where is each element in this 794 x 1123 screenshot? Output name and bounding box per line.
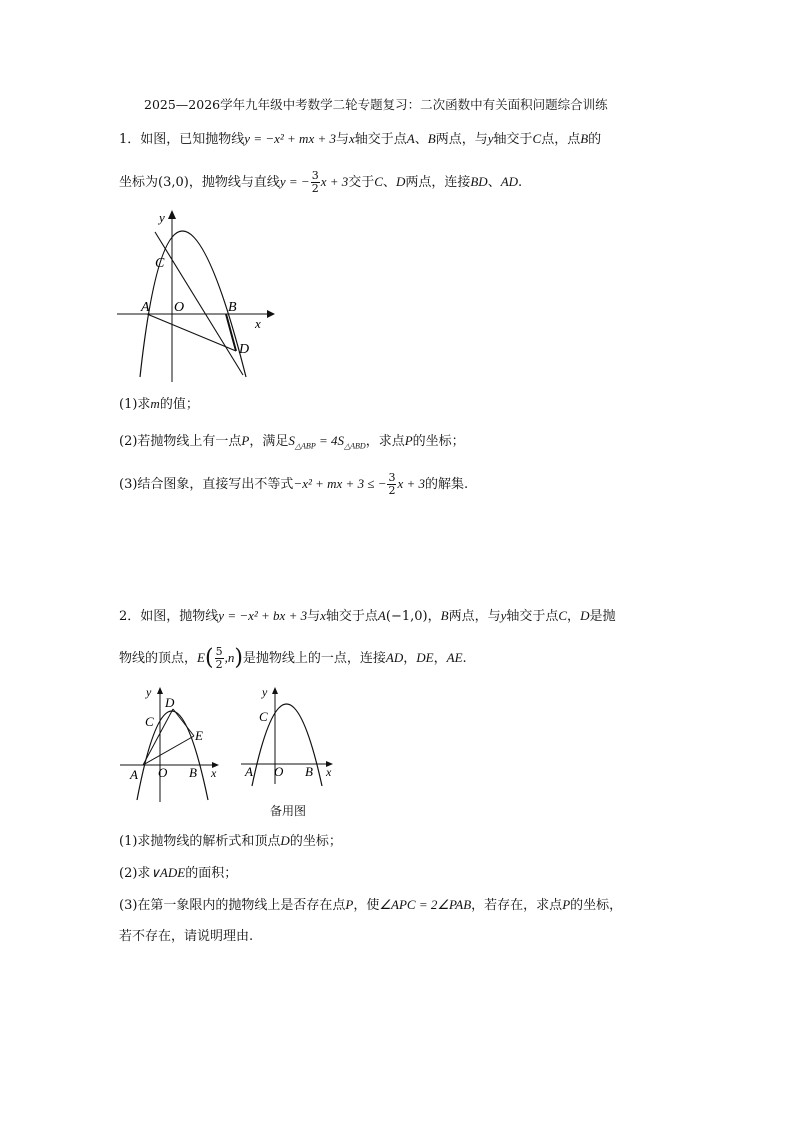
q2-part3 (119, 896, 622, 915)
q2-text: 物线的顶点， (119, 651, 198, 666)
q1-text: 、 (487, 175, 501, 190)
q1-text: 坐标为 (119, 175, 159, 190)
q1-var: y (487, 131, 494, 146)
q1-text: 两点，连接 (405, 175, 471, 190)
q1-text: 、 (414, 132, 428, 147)
q2-segment: AD (385, 650, 404, 665)
q1-var: x (349, 131, 355, 146)
paren-close: ) (234, 645, 243, 671)
q1-point: A (406, 131, 415, 146)
frac-den: 2 (311, 182, 319, 195)
q2-p3-text: ，使 (353, 898, 380, 913)
x-axis-arrow (267, 310, 275, 318)
label-e: E (195, 728, 203, 743)
q1-text: 轴交于 (493, 132, 533, 147)
q2-text: ， (567, 609, 581, 624)
q1-p3-text: (3)结合图象，直接写出不等式 (119, 477, 294, 492)
q2-number: 2． (119, 609, 141, 624)
q2-segment: DE (416, 650, 434, 665)
frac-num: 5 (215, 645, 223, 658)
q2-text: 与 (307, 609, 321, 624)
q1-p2-sub: △ABP (294, 441, 316, 451)
q2-text: 是抛 (589, 609, 616, 624)
q2-text: ， (427, 609, 441, 624)
label-y: y (262, 685, 268, 699)
q1-p2-text: (2)若抛物线上有一点 (119, 434, 242, 449)
q1-p3-fraction (387, 472, 396, 497)
q1-p3-ineq: −x² + mx + 3 ≤ − (293, 476, 387, 491)
label-x: x (255, 316, 261, 331)
q2-p1-text: (1)求抛物线的解析式和顶点 (119, 834, 281, 849)
q2-p2-triangle: ∨ADE (150, 865, 186, 880)
q1-text: 交于 (348, 175, 375, 190)
paren-open: ( (204, 645, 214, 671)
label-o: O (274, 764, 284, 779)
q2-equation: y = −x² + bx + 3 (218, 608, 308, 623)
segment-de (173, 709, 194, 736)
q1-fraction (311, 170, 320, 195)
q2-part2 (119, 864, 237, 883)
q1-point: B (427, 131, 436, 146)
q1-p2-text: ，求点 (365, 434, 405, 449)
label-b: B (189, 765, 197, 780)
q1-p1-text: (1)求 (119, 397, 151, 412)
q1-line-eq: y = − (279, 174, 310, 189)
q1-p2-var: P (404, 433, 413, 448)
q2-var: ,n (224, 650, 235, 665)
q1-text: 两点，与 (435, 132, 488, 147)
q1-point: B (580, 131, 589, 146)
label-a: A (245, 764, 253, 779)
q2-p2-text: (2)求 (119, 866, 151, 881)
q2-part3-cont: 若不存在，请说明理由. (119, 929, 254, 944)
q1-line1 (119, 130, 601, 149)
q1-p1-var: m (150, 396, 160, 411)
q1-text: 与 (335, 132, 349, 147)
label-a: A (130, 767, 138, 782)
label-d: D (239, 342, 250, 357)
frac-num: 3 (311, 169, 319, 182)
q2-p3-angle: ∠APC = 2∠PAB (379, 897, 472, 912)
q2-text: ， (433, 651, 447, 666)
page-title: 2025—2026学年九年级中考数学二轮专题复习：二次函数中有关面积问题综合训练 (144, 97, 608, 112)
q2-var: y (500, 608, 507, 623)
q2-text: 两点，与 (448, 609, 501, 624)
label-c: C (259, 709, 268, 724)
q2-point: B (440, 608, 449, 623)
frac-den: 2 (388, 484, 396, 497)
q1-text: 点，点 (541, 132, 581, 147)
q1-line-eq: x + 3 (320, 174, 349, 189)
y-axis-arrow (157, 687, 163, 694)
q2-text: 轴交于点 (325, 609, 378, 624)
label-x: x (326, 765, 332, 779)
label-x: x (211, 766, 217, 780)
q2-coord: (−1,0) (385, 609, 428, 624)
q2-var: x (320, 608, 326, 623)
q2-segment: AE (446, 650, 463, 665)
q2-point: D (580, 608, 590, 623)
q1-text: . (518, 175, 523, 190)
q1-coord-b: (3,0) (158, 175, 189, 190)
q2-text: ， (403, 651, 417, 666)
q1-text: ，抛物线与直线 (188, 175, 280, 190)
figure-caption: 备用图 (270, 804, 307, 818)
q2-figure-spare (238, 684, 348, 789)
label-b: B (228, 300, 237, 315)
frac-num: 3 (388, 471, 396, 484)
y-axis-arrow (272, 687, 278, 694)
q2-p1-text: 的坐标； (289, 834, 342, 849)
q1-part2 (119, 432, 465, 456)
q1-point: C (374, 174, 383, 189)
q1-p1-text: 的值； (159, 397, 199, 412)
q2-line1 (119, 607, 615, 626)
q1-p2-var: P (241, 433, 250, 448)
q2-p2-text: 的面积； (185, 866, 238, 881)
q1-equation: y = −x² + mx + 3 (244, 131, 336, 146)
q2-p3-text: (3)在第一象限内的抛物线上是否存在点 (119, 898, 346, 913)
label-c: C (155, 256, 165, 271)
label-y: y (146, 685, 152, 699)
q1-p2-sub: △ABD (343, 441, 366, 451)
q2-point: A (377, 608, 386, 623)
segment-ad (147, 314, 236, 351)
q1-line2 (119, 170, 522, 195)
q1-p3-text: 的解集. (425, 477, 469, 492)
q1-segment: BD (470, 174, 488, 189)
q2-text: . (462, 651, 467, 666)
q2-p3-var: P (345, 897, 354, 912)
q1-p3-ineq: x + 3 (397, 476, 426, 491)
q2-p3-text: 的坐标， (570, 898, 623, 913)
q1-p2-text: ，满足 (249, 434, 289, 449)
q1-text: 轴交于点 (354, 132, 407, 147)
q2-point: E (197, 650, 205, 665)
q1-point: D (395, 174, 406, 189)
q1-point: C (532, 131, 542, 146)
label-d: D (165, 695, 175, 710)
q1-p2-text: 的坐标； (412, 434, 465, 449)
label-a: A (141, 300, 150, 315)
q1-figure (115, 205, 285, 390)
q1-text: 、 (382, 175, 396, 190)
q2-figure-main (118, 684, 230, 804)
q2-p3-var: P (562, 897, 571, 912)
label-c: C (145, 714, 154, 729)
q2-p1-var: D (280, 833, 290, 848)
q2-text: 如图，抛物线 (140, 609, 219, 624)
q2-line2 (119, 646, 467, 671)
q2-part1 (119, 832, 342, 851)
q1-text: 的 (588, 132, 602, 147)
label-o: O (158, 765, 168, 780)
label-y: y (159, 210, 165, 225)
q2-point: C (558, 608, 568, 623)
q2-p3-text: ，若存在，求点 (471, 898, 563, 913)
q1-p2-area: = 4S (315, 433, 344, 448)
q2-fraction (215, 646, 224, 671)
label-o: O (174, 300, 185, 315)
q1-part3 (119, 472, 468, 497)
q2-text: 是抛物线上的一点，连接 (242, 651, 386, 666)
q1-number: 1． (119, 132, 141, 147)
frac-den: 2 (215, 658, 223, 671)
y-axis-arrow (168, 210, 176, 219)
q1-segment: AD (500, 174, 519, 189)
q1-part1 (119, 395, 199, 414)
q1-p2-area: S (288, 433, 295, 448)
q2-text: 轴交于点 (506, 609, 559, 624)
label-b: B (305, 764, 313, 779)
q1-text: 如图，已知抛物线 (140, 132, 245, 147)
